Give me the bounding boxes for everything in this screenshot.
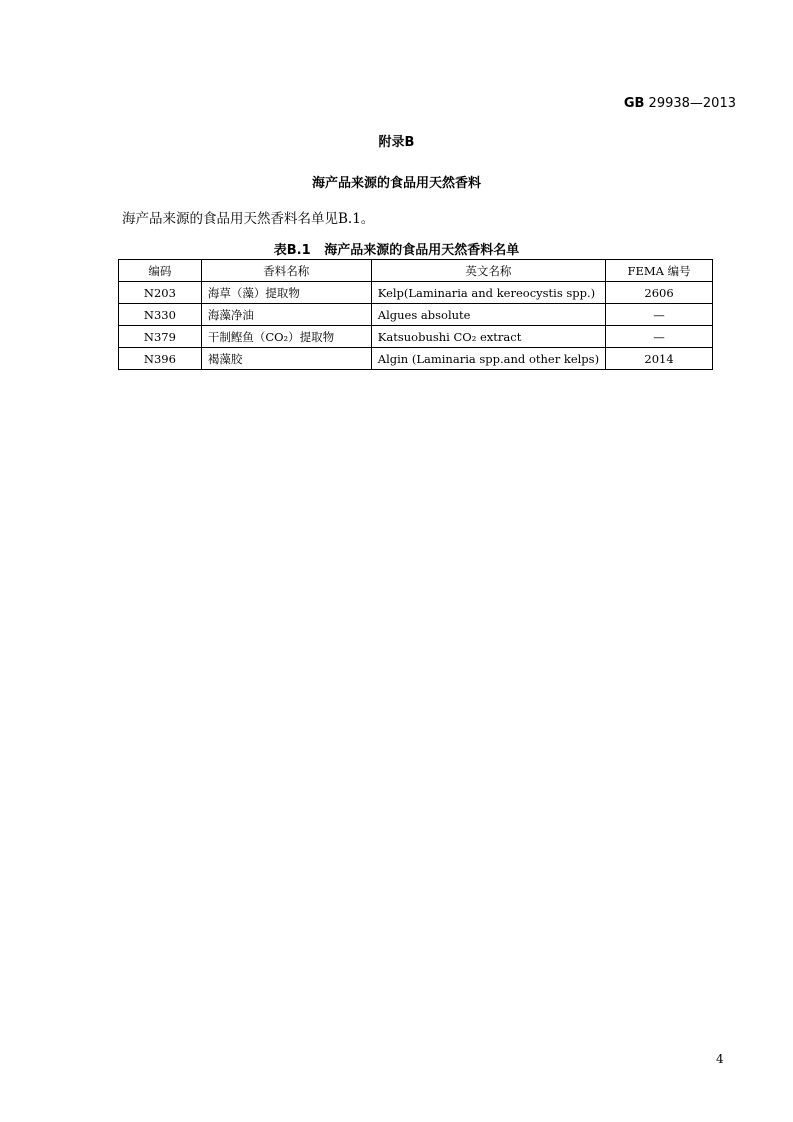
- cell-code: N396: [119, 348, 202, 370]
- cell-code: N379: [119, 326, 202, 348]
- cell-fema: 2014: [606, 348, 713, 370]
- cell-name-cn: 干制鲣鱼（CO₂）提取物: [201, 326, 371, 348]
- standard-number: [624, 96, 736, 111]
- column-header-code: 编码: [119, 260, 202, 282]
- cell-fema: —: [606, 326, 713, 348]
- table-row: [119, 348, 713, 370]
- column-header-name-cn: 香料名称: [201, 260, 371, 282]
- cell-code: N330: [119, 304, 202, 326]
- table-caption: 表B.1 海产品来源的食品用天然香料名单: [273, 243, 520, 258]
- cell-name-cn: 海藻净油: [201, 304, 371, 326]
- cell-fema: —: [606, 304, 713, 326]
- cell-name-cn: 海草（藻）提取物: [201, 282, 371, 304]
- table-row: [119, 282, 713, 304]
- table-header-row: [119, 260, 713, 282]
- intro-paragraph: 海产品来源的食品用天然香料名单见B.1。: [122, 211, 375, 227]
- cell-code: N203: [119, 282, 202, 304]
- column-header-fema: FEMA 编号: [606, 260, 713, 282]
- table-row: [119, 326, 713, 348]
- cell-name-en: Algues absolute: [371, 304, 605, 326]
- column-header-name-en: 英文名称: [371, 260, 605, 282]
- standard-prefix: GB: [623, 96, 645, 111]
- flavoring-table: [118, 259, 713, 370]
- page-number: 4: [716, 1052, 724, 1066]
- cell-name-en: Kelp(Laminaria and kereocystis spp.): [371, 282, 605, 304]
- standard-code: 29938—2013: [648, 96, 736, 111]
- cell-name-en: Katsuobushi CO₂ extract: [371, 326, 605, 348]
- cell-name-en: Algin (Laminaria spp.and other kelps): [371, 348, 605, 370]
- table-row: [119, 304, 713, 326]
- section-title: 海产品来源的食品用天然香料: [311, 176, 481, 191]
- cell-name-cn: 褐藻胶: [201, 348, 371, 370]
- appendix-title: 附录B: [378, 135, 415, 150]
- cell-fema: 2606: [606, 282, 713, 304]
